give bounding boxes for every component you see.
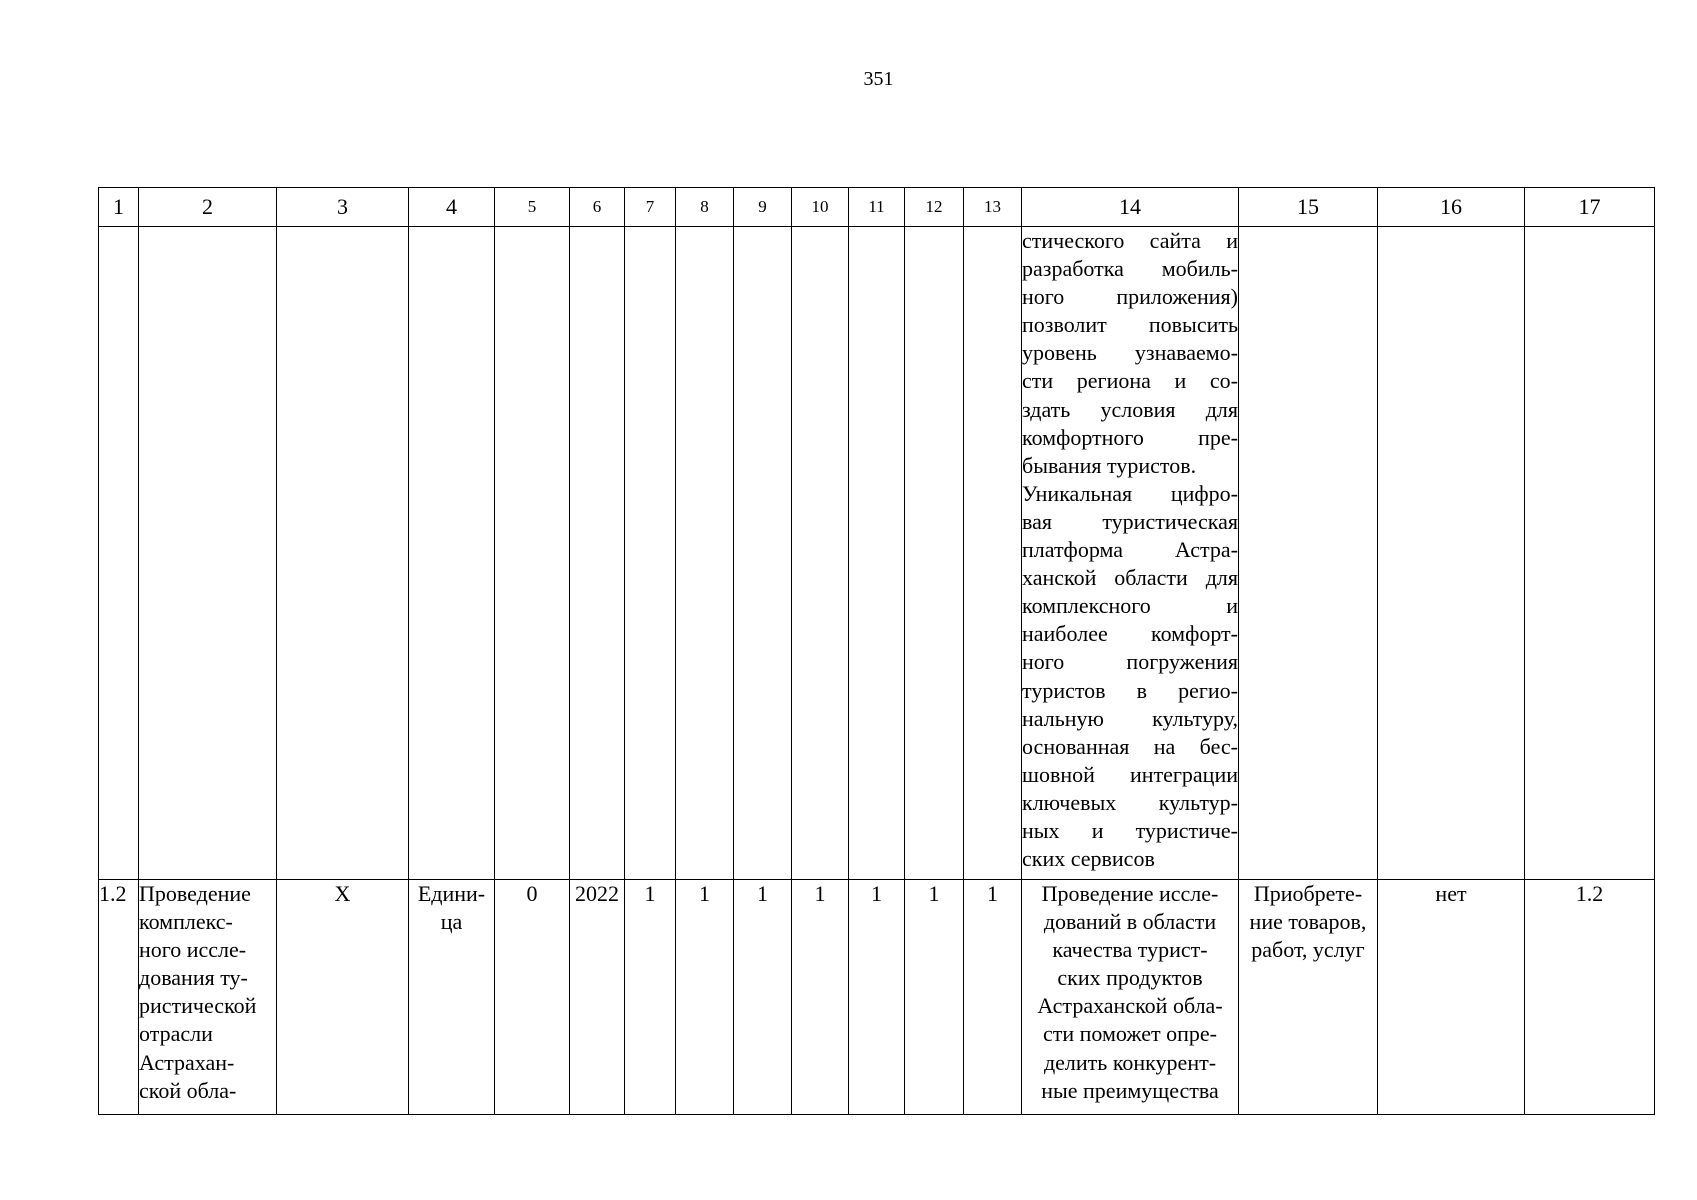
table-cell: 1.2 [1525,880,1655,1115]
text-line: сти региона и со- [1022,368,1238,394]
text-line: платформа Астра- [1022,537,1238,563]
text-line: бывания туристов. [1022,452,1197,478]
text-line: ских продуктов [1057,965,1203,991]
text-line: наиболее комфорт- [1022,621,1238,647]
unit-cell [409,880,495,1115]
text-line: ристической [139,993,257,1019]
table-cell: нет [1378,880,1525,1115]
table-cell [849,227,905,880]
text-line: работ, услуг [1251,937,1365,963]
text-line: Едини- [417,881,486,906]
text-line: комфортного пре- [1022,424,1238,450]
item-name-text [139,880,276,1105]
table-cell [139,227,277,880]
text-line: дования ту- [139,965,248,991]
text-line: ного приложения) [1022,284,1238,310]
header-cell: 2 [139,188,277,227]
text-line: ключевых культур- [1022,789,1238,815]
text-line: вая туристическая [1022,508,1238,534]
text-line: шовной интеграции [1022,761,1238,787]
header-row [99,188,1655,227]
table-cell: 1 [964,880,1022,1115]
text-line: ного погружения [1022,649,1238,675]
table-cell [409,227,495,880]
header-cell: 7 [625,188,676,227]
table-cell [676,227,734,880]
table-cell [734,227,792,880]
table-cell [1239,227,1378,880]
table-cell [792,227,849,880]
table-row-continuation [99,227,1655,880]
header-cell: 17 [1525,188,1655,227]
text-line: уровень узнаваемо- [1022,340,1238,366]
table-cell: 1 [734,880,792,1115]
header-cell: 14 [1022,188,1239,227]
result-description-cell [1022,880,1239,1115]
text-line: ных и туристиче- [1022,817,1238,843]
text-line: туристов в регио- [1022,677,1238,703]
table-cell: 1 [905,880,964,1115]
header-cell: 12 [905,188,964,227]
text-line: нальную культуру, [1022,705,1238,731]
text-line: Астрахан- [139,1049,235,1075]
unit-text [409,880,494,936]
header-cell: 3 [277,188,409,227]
text-line: комплексного и [1022,593,1238,619]
item-name-cell [139,880,277,1115]
header-cell: 4 [409,188,495,227]
text-line: ской обла- [139,1077,237,1103]
year-cell: 2022 [570,880,625,1115]
table-cell [1525,227,1655,880]
table-cell [964,227,1022,880]
table-cell: 1 [849,880,905,1115]
header-cell: 1 [99,188,139,227]
text-line: дований в области [1043,909,1217,935]
table-cell: 1 [792,880,849,1115]
text-line: стического сайта и [1022,228,1238,253]
text-line: комплекс- [139,909,233,935]
text-line: Приобрете- [1253,881,1363,906]
header-cell: 10 [792,188,849,227]
result-description-text [1022,880,1238,1105]
table-cell [495,227,570,880]
text-line: позволит повысить [1022,312,1238,338]
text-line: делить конкурент- [1043,1049,1217,1075]
text-line: Уникальная цифро- [1022,480,1238,506]
result-description-text [1022,227,1238,873]
table-cell [625,227,676,880]
header-cell: 15 [1239,188,1378,227]
text-line: Проведение иссле- [1041,881,1219,906]
result-description-cell [1022,227,1239,880]
data-table [98,187,1655,1115]
text-line: Астраханской обла- [1037,993,1223,1019]
text-line: ние товаров, [1249,909,1367,935]
text-line: сти поможет опре- [1042,1021,1218,1047]
item-number-cell: 1.2 [99,880,139,1115]
text-line: основанная на бес- [1022,733,1238,759]
table-cell [905,227,964,880]
table-row [99,880,1655,1115]
text-line: здать условия для [1022,396,1238,422]
text-line: ханской области для [1022,565,1238,591]
table-cell [1239,880,1378,1115]
table-cell [570,227,625,880]
table-cell [1378,227,1525,880]
purchase-type-text [1239,880,1377,964]
header-cell: 5 [495,188,570,227]
header-cell: 8 [676,188,734,227]
table-cell [99,227,139,880]
table-cell: 0 [495,880,570,1115]
table-cell: Х [277,880,409,1115]
table-cell [277,227,409,880]
header-cell: 13 [964,188,1022,227]
header-cell: 9 [734,188,792,227]
header-cell: 6 [570,188,625,227]
text-line: отрасли [139,1021,213,1047]
header-cell: 16 [1378,188,1525,227]
table-cell: 1 [625,880,676,1115]
text-line: ца [440,909,463,935]
text-line: разработка мобиль- [1022,256,1238,282]
header-cell: 11 [849,188,905,227]
page-number: 351 [863,68,894,90]
text-line: ного иссле- [139,937,247,963]
table-cell: 1 [676,880,734,1115]
text-line: качества турист- [1052,937,1208,963]
text-line: ные преимущества [1041,1077,1219,1103]
text-line: Проведение [139,881,251,906]
text-line: ских сервисов [1022,846,1155,872]
